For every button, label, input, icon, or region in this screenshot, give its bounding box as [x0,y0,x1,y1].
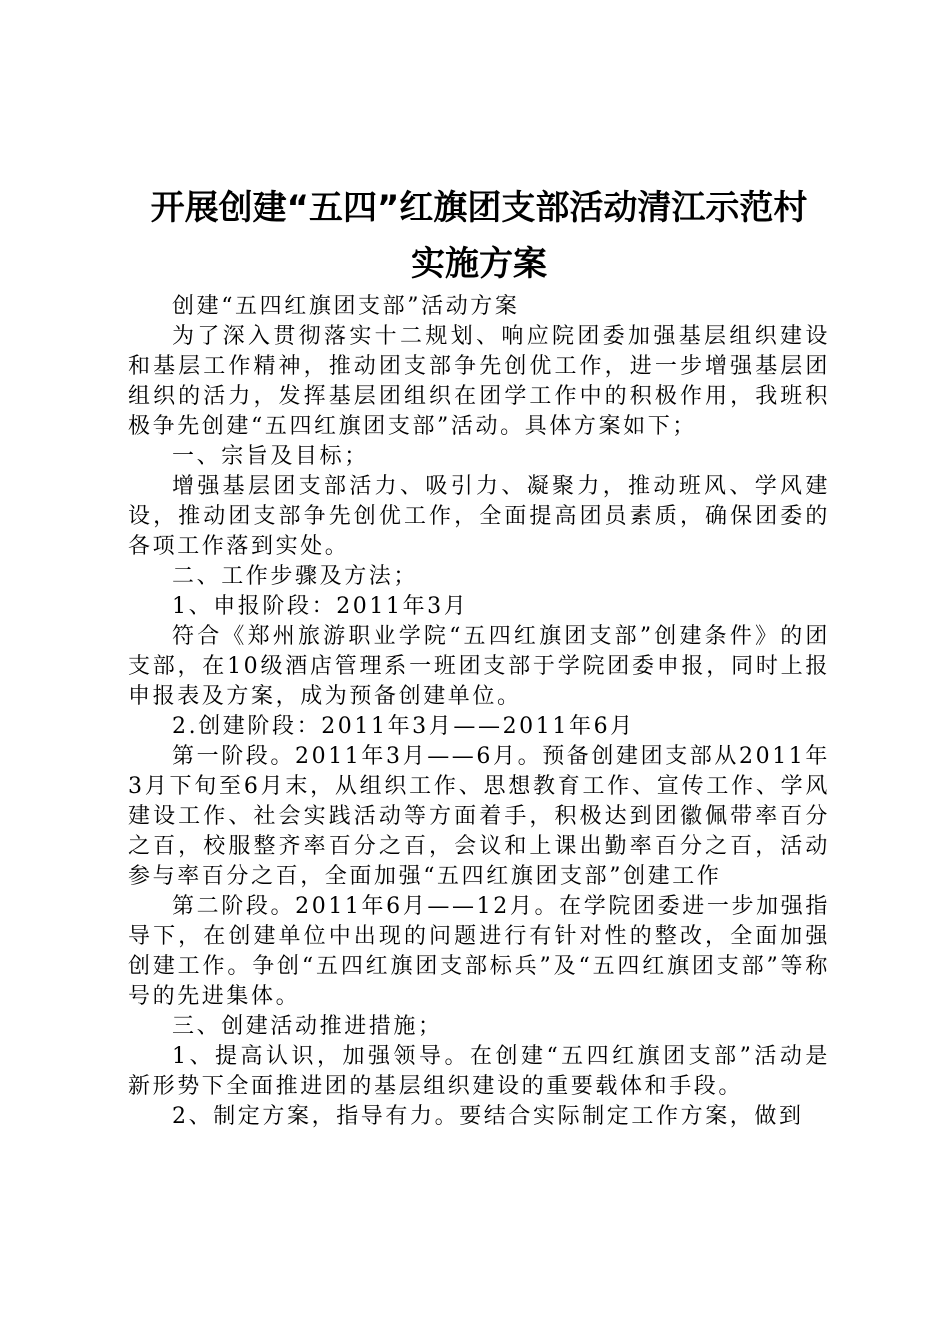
title-line-2: 实施方案 [411,244,547,284]
paragraph: 增强基层团支部活力、吸引力、凝聚力，推动班风、学风建设，推动团支部争先创优工作，全面提高团员素质，确保团委的各项工作落到实处。 [128,474,830,559]
title-line-1: 开展创建“五四”红旗团支部活动清江示范村 [150,188,808,228]
paragraph: 第二阶段。2011年6月——12月。在学院团委进一步加强指导下，在创建单位中出现的问题进行有针对性的整改，全面加强创建工作。争创“五四红旗团支部标兵”及“五四红旗团支部”等称号的先进集体。 [128,894,830,1009]
document-title [128,180,830,292]
document-body [128,292,830,1132]
paragraph: 为了深入贯彻落实十二规划、响应院团委加强基层组织建设和基层工作精神，推动团支部争先创优工作，进一步增强基层团组织的活力，发挥基层团组织在团学工作中的积极作用，我班积极争先创建“五四红旗团支部”活动。具体方案如下； [128,324,830,439]
paragraph: 第一阶段。2011年3月——6月。预备创建团支部从2011年3月下旬至6月末，从组织工作、思想教育工作、宣传工作、学风建设工作、社会实践活动等方面着手，积极达到团徽佩带率百分之百，校服整齐率百分之百，会议和上课出勤率百分之百，活动参与率百分之百，全面加强“五四红旗团支部”创建工作 [128,744,830,889]
paragraph: 1、提高认识，加强领导。在创建“五四红旗团支部”活动是新形势下全面推进团的基层组织建设的重要载体和手段。 [128,1044,830,1099]
paragraph: 一、宗旨及目标； [172,444,369,469]
paragraph: 2、制定方案，指导有力。要结合实际制定工作方案，做到 [172,1104,804,1129]
paragraph: 1、申报阶段：2011年3月 [172,594,469,619]
paragraph: 2.创建阶段：2011年3月——2011年6月 [172,714,635,739]
paragraph: 创建“五四红旗团支部”活动方案 [172,294,520,319]
paragraph: 符合《郑州旅游职业学院“五四红旗团支部”创建条件》的团支部，在10级酒店管理系一班团支部于学院团委申报，同时上报申报表及方案，成为预备创建单位。 [128,624,830,709]
paragraph: 三、创建活动推进措施； [172,1014,443,1039]
paragraph: 二、工作步骤及方法； [172,564,419,589]
